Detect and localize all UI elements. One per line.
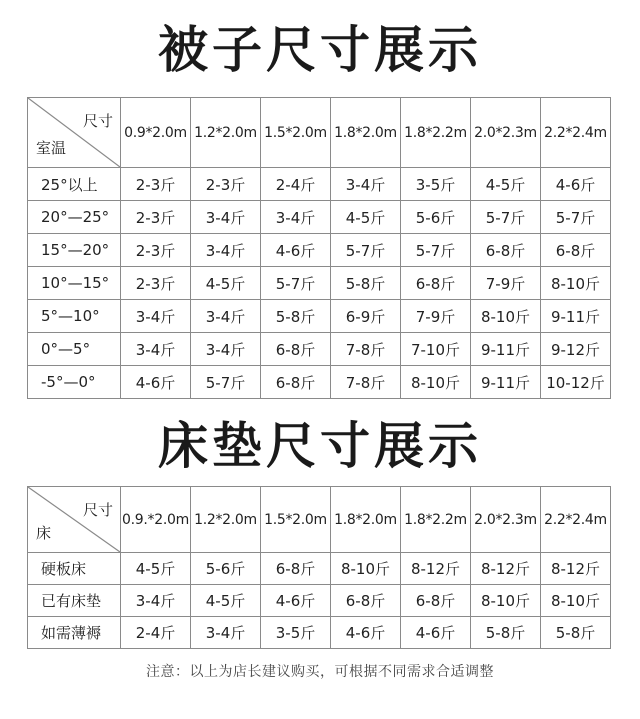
table-cell: 6-8斤 [261, 333, 331, 366]
column-header: 0.9.*2.0m [121, 487, 191, 553]
row-label: 15°—20° [28, 234, 121, 267]
table-cell: 2-4斤 [121, 617, 191, 649]
table-cell: 5-7斤 [401, 234, 471, 267]
table-row [28, 617, 611, 649]
quilt-size-table [27, 97, 611, 399]
table-cell: 3-5斤 [401, 168, 471, 201]
table-row [28, 201, 611, 234]
table-cell: 9-11斤 [471, 366, 541, 399]
quilt-size-title: 被子尺寸展示 [158, 21, 482, 79]
table-cell: 5-7斤 [541, 201, 611, 234]
mattress-table-corner [28, 487, 121, 553]
table-cell: 4-5斤 [471, 168, 541, 201]
table-cell: 8-12斤 [401, 553, 471, 585]
row-label: 硬板床 [28, 553, 121, 585]
table-cell: 6-8斤 [261, 366, 331, 399]
table-cell: 3-4斤 [261, 201, 331, 234]
quilt-table-corner [28, 98, 121, 168]
table-cell: 2-3斤 [191, 168, 261, 201]
table-cell: 6-8斤 [331, 585, 401, 617]
table-cell: 3-4斤 [121, 300, 191, 333]
table-cell: 8-10斤 [401, 366, 471, 399]
table-cell: 6-8斤 [401, 267, 471, 300]
row-label: 如需薄褥 [28, 617, 121, 649]
table-cell: 3-5斤 [261, 617, 331, 649]
table-row [28, 168, 611, 201]
row-label: 0°—5° [28, 333, 121, 366]
corner-bed-label: 床 [36, 524, 52, 542]
table-row [28, 585, 611, 617]
table-cell: 9-11斤 [541, 300, 611, 333]
column-header: 2.2*2.4m [541, 487, 611, 553]
table-cell: 7-9斤 [471, 267, 541, 300]
table-cell: 6-9斤 [331, 300, 401, 333]
table-cell: 7-8斤 [331, 366, 401, 399]
table-cell: 6-8斤 [471, 234, 541, 267]
table-cell: 2-3斤 [121, 201, 191, 234]
table-cell: 5-7斤 [261, 267, 331, 300]
table-row [28, 234, 611, 267]
table-cell: 3-4斤 [191, 333, 261, 366]
corner-room-temp-label: 室温 [36, 139, 67, 157]
column-header: 0.9*2.0m [121, 98, 191, 168]
table-cell: 7-8斤 [331, 333, 401, 366]
table-cell: 5-8斤 [471, 617, 541, 649]
table-cell: 2-3斤 [121, 234, 191, 267]
table-cell: 3-4斤 [121, 585, 191, 617]
table-cell: 8-10斤 [471, 585, 541, 617]
column-header: 1.8*2.2m [401, 487, 471, 553]
table-cell: 5-6斤 [401, 201, 471, 234]
corner-size-label: 尺寸 [82, 501, 113, 519]
column-header: 1.5*2.0m [261, 98, 331, 168]
table-cell: 5-8斤 [541, 617, 611, 649]
table-cell: 4-6斤 [261, 234, 331, 267]
table-cell: 4-6斤 [121, 366, 191, 399]
quilt-table-body [28, 168, 611, 399]
table-cell: 4-5斤 [191, 585, 261, 617]
table-cell: 5-7斤 [471, 201, 541, 234]
advice-note: 注意：以上为店长建议购买，可根据不同需求合适调整 [146, 664, 494, 680]
table-cell: 6-8斤 [401, 585, 471, 617]
table-cell: 4-5斤 [191, 267, 261, 300]
table-cell: 8-12斤 [541, 553, 611, 585]
corner-size-label: 尺寸 [82, 112, 113, 130]
table-cell: 2-3斤 [121, 168, 191, 201]
table-cell: 4-5斤 [331, 201, 401, 234]
table-cell: 5-8斤 [261, 300, 331, 333]
column-header: 1.2*2.0m [191, 487, 261, 553]
table-cell: 2-3斤 [121, 267, 191, 300]
table-cell: 4-6斤 [401, 617, 471, 649]
table-cell: 6-8斤 [261, 553, 331, 585]
table-cell: 5-8斤 [331, 267, 401, 300]
table-cell: 9-12斤 [541, 333, 611, 366]
table-row [28, 267, 611, 300]
table-cell: 7-9斤 [401, 300, 471, 333]
table-row [28, 366, 611, 399]
table-cell: 5-7斤 [191, 366, 261, 399]
column-header: 1.5*2.0m [261, 487, 331, 553]
mattress-size-table [27, 486, 611, 649]
table-cell: 5-7斤 [331, 234, 401, 267]
table-cell: 10-12斤 [541, 366, 611, 399]
column-header: 1.8*2.0m [331, 487, 401, 553]
table-cell: 3-4斤 [191, 201, 261, 234]
table-cell: 6-8斤 [541, 234, 611, 267]
table-cell: 9-11斤 [471, 333, 541, 366]
column-header: 2.0*2.3m [471, 487, 541, 553]
row-label: -5°—0° [28, 366, 121, 399]
row-label: 5°—10° [28, 300, 121, 333]
mattress-size-title: 床垫尺寸展示 [158, 417, 482, 475]
table-row [28, 553, 611, 585]
column-header: 1.8*2.2m [401, 98, 471, 168]
table-cell: 3-4斤 [191, 300, 261, 333]
table-cell: 3-4斤 [331, 168, 401, 201]
table-cell: 4-6斤 [261, 585, 331, 617]
table-cell: 7-10斤 [401, 333, 471, 366]
column-header: 1.2*2.0m [191, 98, 261, 168]
column-header: 1.8*2.0m [331, 98, 401, 168]
table-cell: 4-5斤 [121, 553, 191, 585]
table-cell: 8-10斤 [331, 553, 401, 585]
table-cell: 2-4斤 [261, 168, 331, 201]
column-header: 2.0*2.3m [471, 98, 541, 168]
table-row [28, 300, 611, 333]
table-cell: 8-10斤 [541, 585, 611, 617]
row-label: 10°—15° [28, 267, 121, 300]
table-cell: 8-10斤 [541, 267, 611, 300]
mattress-table-body [28, 553, 611, 649]
column-header: 2.2*2.4m [541, 98, 611, 168]
table-cell: 4-6斤 [331, 617, 401, 649]
table-cell: 3-4斤 [191, 234, 261, 267]
table-cell: 8-10斤 [471, 300, 541, 333]
table-cell: 3-4斤 [191, 617, 261, 649]
table-cell: 5-6斤 [191, 553, 261, 585]
row-label: 25°以上 [28, 168, 121, 201]
table-row [28, 333, 611, 366]
row-label: 已有床垫 [28, 585, 121, 617]
table-cell: 4-6斤 [541, 168, 611, 201]
table-cell: 8-12斤 [471, 553, 541, 585]
row-label: 20°—25° [28, 201, 121, 234]
table-cell: 3-4斤 [121, 333, 191, 366]
